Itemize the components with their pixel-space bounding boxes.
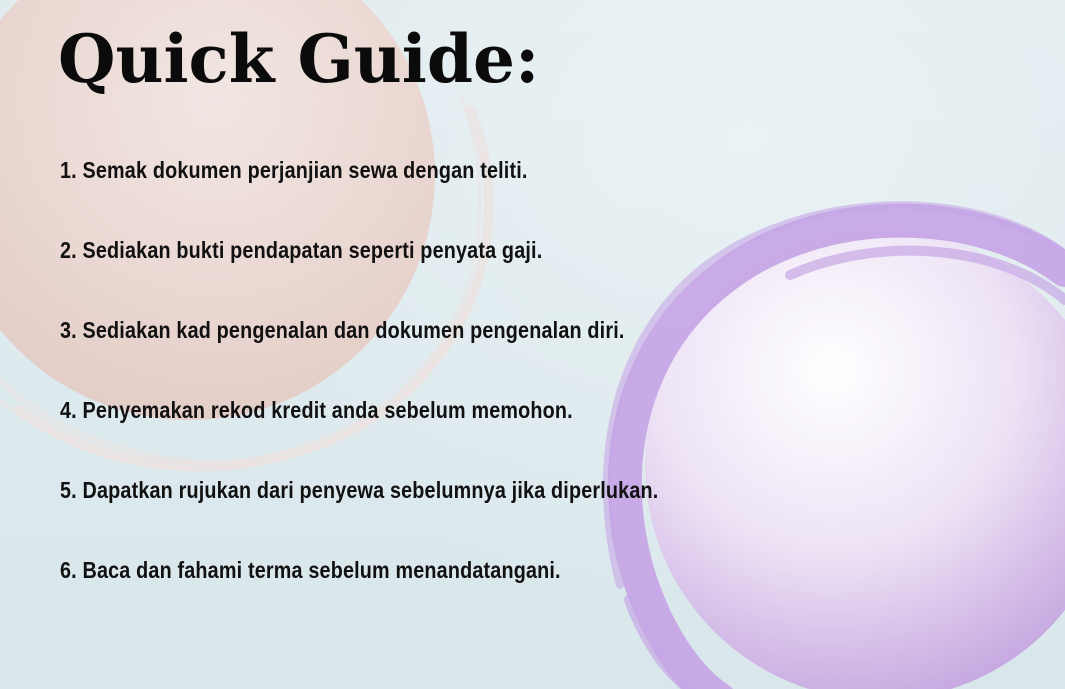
page-title: Quick Guide:	[58, 20, 540, 98]
list-item: 2. Sediakan bukti pendapatan seperti penyata gaji.	[60, 237, 543, 263]
list-item: 5. Dapatkan rujukan dari penyewa sebelumnya jika diperlukan.	[60, 477, 659, 503]
guide-steps-list	[60, 152, 756, 632]
list-item: 3. Sediakan kad pengenalan dan dokumen pengenalan diri.	[60, 317, 625, 343]
list-item: 4. Penyemakan rekod kredit anda sebelum memohon.	[60, 397, 573, 423]
list-item: 6. Baca dan fahami terma sebelum menandatangani.	[60, 557, 561, 583]
list-item: 1. Semak dokumen perjanjian sewa dengan teliti.	[60, 157, 528, 183]
